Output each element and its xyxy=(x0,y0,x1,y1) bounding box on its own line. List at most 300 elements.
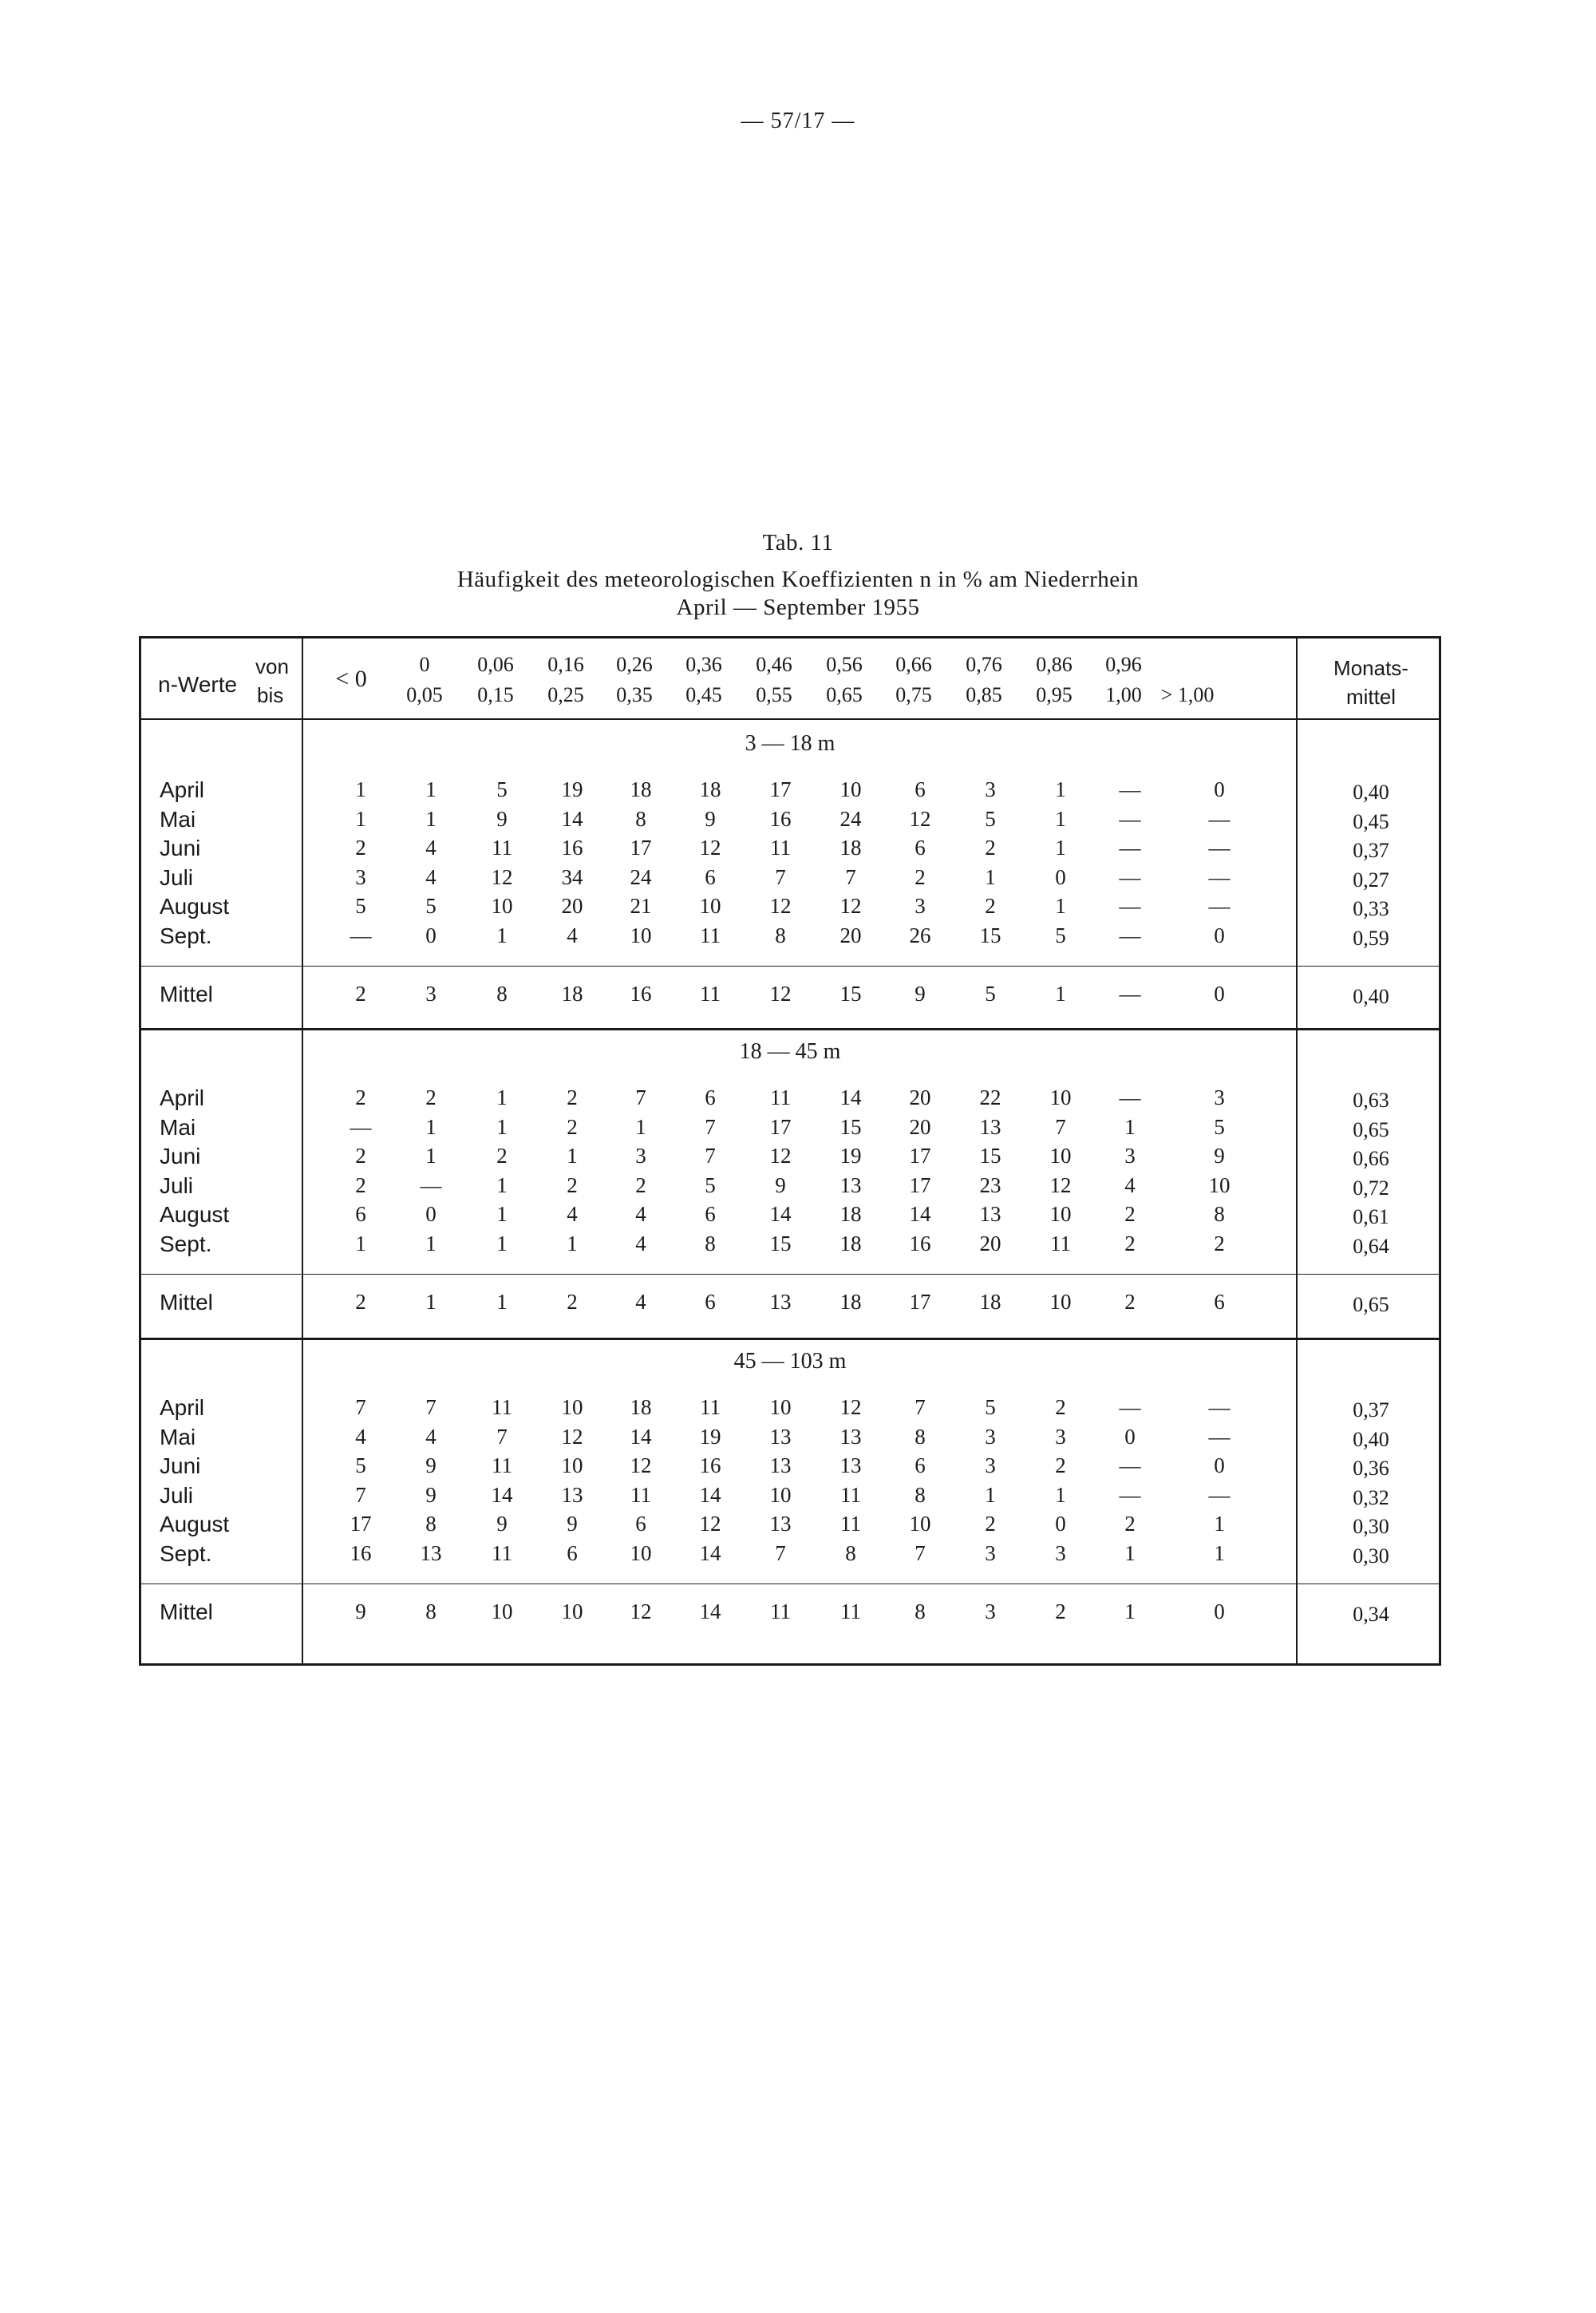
monatsmittel-value: 0,40 xyxy=(1353,1427,1389,1451)
mittel-divider xyxy=(139,1274,1441,1275)
table-cell: 11 xyxy=(492,1541,512,1565)
table-cell: 16 xyxy=(909,1232,931,1255)
table-cell: 3 xyxy=(985,1541,996,1565)
table-cell: 9 xyxy=(775,1172,786,1197)
table-cell: 12 xyxy=(699,836,721,860)
table-cell: 24 xyxy=(630,864,652,889)
column-separator-left xyxy=(302,1338,303,1663)
table-cell: 20 xyxy=(909,1114,931,1139)
table-cell: 3 xyxy=(1124,1144,1136,1168)
table-cell: 12 xyxy=(839,1395,862,1419)
table-caption-subtitle: April — September 1955 xyxy=(676,595,920,620)
header-von-value: 0,16 xyxy=(547,653,584,676)
table-cell: 0 xyxy=(1214,777,1225,801)
table-cell: 1 xyxy=(496,1114,508,1139)
table-cell: 0 xyxy=(425,923,437,947)
table-cell: — xyxy=(1208,864,1231,889)
table-cell: 18 xyxy=(630,777,652,801)
table-cell: 34 xyxy=(561,864,583,889)
table-cell: 10 xyxy=(630,1541,652,1565)
table-cell: 5 xyxy=(355,1453,366,1478)
mittel-cell: 10 xyxy=(561,1599,583,1623)
table-cell: 6 xyxy=(705,864,716,889)
table-cell: 1 xyxy=(1214,1512,1225,1536)
table-cell: 0 xyxy=(1214,1453,1225,1478)
mittel-cell: 18 xyxy=(839,1290,862,1314)
mittel-cell: 11 xyxy=(840,1599,861,1623)
table-cell: 1 xyxy=(496,1232,508,1255)
table-cell: 16 xyxy=(699,1453,721,1478)
table-cell: — xyxy=(1119,1482,1141,1507)
table-cell: 1 xyxy=(1055,894,1066,919)
mittel-monatsmittel: 0,65 xyxy=(1353,1293,1389,1316)
row-label: Juli xyxy=(160,1482,194,1508)
monatsmittel-value: 0,36 xyxy=(1353,1457,1389,1481)
table-cell: 17 xyxy=(350,1512,372,1536)
table-cell: 17 xyxy=(630,836,652,860)
row-label: Juli xyxy=(160,864,194,890)
table-cell: 10 xyxy=(769,1395,792,1419)
mittel-cell: 0 xyxy=(1214,982,1225,1006)
table-cell: 5 xyxy=(355,894,366,919)
row-label: April xyxy=(160,777,205,802)
mittel-cell: 1 xyxy=(1124,1599,1136,1623)
table-cell: 0 xyxy=(1124,1424,1136,1449)
table-cell: 16 xyxy=(350,1541,372,1565)
table-cell: — xyxy=(350,1114,372,1139)
table-cell: 20 xyxy=(839,923,862,947)
header-bis-value: 0,65 xyxy=(826,683,863,706)
table-cell: 6 xyxy=(567,1541,578,1565)
row-label: August xyxy=(160,1202,230,1228)
mittel-cell: 12 xyxy=(630,1599,652,1623)
mittel-cell: — xyxy=(1119,982,1141,1006)
header-bis-value: 0,75 xyxy=(895,683,932,706)
table-cell: 7 xyxy=(915,1395,926,1419)
table-cell: 2 xyxy=(355,1085,366,1109)
header-bis-value: 0,85 xyxy=(966,683,1002,706)
table-cell: 0 xyxy=(1055,1512,1066,1536)
header-von-value: 0,36 xyxy=(685,653,722,676)
header-von-value: 0,86 xyxy=(1036,653,1073,676)
table-cell: 8 xyxy=(705,1232,716,1255)
mittel-cell: 2 xyxy=(355,1290,366,1314)
mittel-cell: 16 xyxy=(630,982,652,1006)
table-cell: 3 xyxy=(1055,1541,1066,1565)
table-cell: 2 xyxy=(1124,1512,1136,1536)
monatsmittel-value: 0,59 xyxy=(1353,927,1389,950)
table-cell: 2 xyxy=(1055,1395,1066,1419)
table-cell: 1 xyxy=(425,1114,437,1139)
table-cell: 2 xyxy=(355,836,366,860)
table-cell: — xyxy=(1119,864,1141,889)
table-cell: 14 xyxy=(491,1482,513,1507)
table-cell: 11 xyxy=(700,1395,721,1419)
table-cell: 19 xyxy=(561,777,583,801)
table-cell: 21 xyxy=(630,894,652,919)
row-label: Mai xyxy=(160,806,196,832)
table-cell: 8 xyxy=(915,1424,926,1449)
header-less-than-zero: < 0 xyxy=(335,666,367,692)
table-cell: 15 xyxy=(769,1232,792,1255)
table-cell: — xyxy=(1208,806,1231,831)
table-cell: 12 xyxy=(1049,1172,1072,1197)
table-cell: 10 xyxy=(491,894,513,919)
table-cell: 10 xyxy=(1049,1144,1072,1168)
header-bis-value: 0,35 xyxy=(616,683,653,706)
monatsmittel-value: 0,65 xyxy=(1353,1117,1389,1141)
table-cell: 1 xyxy=(425,777,437,801)
table-cell: 6 xyxy=(635,1512,646,1536)
table-cell: 9 xyxy=(496,1512,508,1536)
table-cell: 9 xyxy=(496,806,508,831)
table-cell: 3 xyxy=(355,864,366,889)
table-cell: 7 xyxy=(775,864,786,889)
header-bis-value: 0,45 xyxy=(685,683,722,706)
mittel-cell: 3 xyxy=(425,982,437,1006)
table-cell: — xyxy=(1208,894,1231,919)
table-cell: — xyxy=(1119,1395,1141,1419)
header-bis-value: 0,15 xyxy=(477,683,514,706)
table-cell: 2 xyxy=(567,1114,578,1139)
table-cell: 8 xyxy=(635,806,646,831)
mittel-cell: 3 xyxy=(985,1599,996,1623)
monatsmittel-value: 0,37 xyxy=(1353,839,1389,863)
table-cell: 11 xyxy=(700,923,721,947)
table-cell: 14 xyxy=(769,1202,792,1227)
table-cell: 8 xyxy=(1214,1202,1225,1227)
table-cell: 5 xyxy=(705,1172,716,1197)
table-cell: 1 xyxy=(567,1144,578,1168)
table-cell: 23 xyxy=(979,1172,1001,1197)
mittel-monatsmittel: 0,34 xyxy=(1353,1603,1389,1626)
table-cell: 6 xyxy=(915,777,926,801)
row-label: Juni xyxy=(160,1453,201,1479)
mittel-cell: 8 xyxy=(425,1599,437,1623)
mittel-cell: 0 xyxy=(1214,1599,1225,1623)
header-von-value: 0,96 xyxy=(1105,653,1142,676)
table-cell: 24 xyxy=(839,806,862,831)
header-von-value: 0,46 xyxy=(756,653,792,676)
row-label: Juli xyxy=(160,1172,194,1198)
table-cell: 4 xyxy=(425,1424,437,1449)
mittel-cell: 15 xyxy=(839,982,862,1006)
table-cell: 5 xyxy=(1055,923,1066,947)
row-label: Sept. xyxy=(160,1232,212,1256)
column-separator-right xyxy=(1296,1028,1298,1338)
section-title: 45 — 103 m xyxy=(733,1349,847,1374)
table-cell: 7 xyxy=(915,1541,926,1565)
table-cell: 18 xyxy=(839,836,862,860)
table-cell: — xyxy=(1119,777,1141,801)
table-cell: 20 xyxy=(979,1232,1001,1255)
table-cell: 14 xyxy=(699,1482,721,1507)
table-cell: 7 xyxy=(1055,1114,1066,1139)
header-von-value: 0,76 xyxy=(966,653,1002,676)
table-cell: 1 xyxy=(425,1232,437,1255)
table-cell: 2 xyxy=(355,1144,366,1168)
table-cell: 18 xyxy=(699,777,721,801)
table-cell: 1 xyxy=(567,1232,578,1255)
table-cell: 1 xyxy=(496,923,508,947)
table-cell: 7 xyxy=(635,1085,646,1109)
header-von-value: 0 xyxy=(419,653,430,676)
monatsmittel-value: 0,32 xyxy=(1353,1485,1389,1509)
table-cell: 1 xyxy=(496,1172,508,1197)
table-cell: 5 xyxy=(425,894,437,919)
monatsmittel-value: 0,33 xyxy=(1353,897,1389,921)
column-separator-right xyxy=(1296,1338,1298,1663)
table-cell: 3 xyxy=(1214,1085,1225,1109)
table-cell: 4 xyxy=(635,1232,646,1255)
table-cell: 4 xyxy=(425,836,437,860)
mittel-cell: 6 xyxy=(1214,1290,1225,1314)
header-von-value: 0,06 xyxy=(477,653,514,676)
table-cell: 13 xyxy=(979,1202,1001,1227)
monatsmittel-value: 0,45 xyxy=(1353,809,1389,833)
table-cell: 11 xyxy=(840,1482,861,1507)
table-cell: 6 xyxy=(915,1453,926,1478)
table-cell: 5 xyxy=(985,1395,996,1419)
table-cell: 2 xyxy=(425,1085,437,1109)
table-cell: 11 xyxy=(492,1453,512,1478)
table-cell: 11 xyxy=(840,1512,861,1536)
table-cell: 2 xyxy=(985,894,996,919)
table-cell: 13 xyxy=(420,1541,442,1565)
monatsmittel-value: 0,61 xyxy=(1353,1205,1389,1229)
table-cell: 0 xyxy=(425,1202,437,1227)
table-cell: 13 xyxy=(839,1424,862,1449)
row-label: April xyxy=(160,1395,205,1420)
table-cell: 16 xyxy=(769,806,792,831)
row-label: April xyxy=(160,1085,205,1110)
table-cell: 4 xyxy=(1124,1172,1136,1197)
row-label: Mai xyxy=(160,1424,196,1449)
table-cell: 3 xyxy=(635,1144,646,1168)
mittel-cell: 2 xyxy=(1124,1290,1136,1314)
section-title: 18 — 45 m xyxy=(739,1039,841,1064)
table-cell: 10 xyxy=(699,894,721,919)
table-cell: 5 xyxy=(1214,1114,1225,1139)
column-separator-left xyxy=(302,720,303,1028)
table-cell: 13 xyxy=(979,1114,1001,1139)
table-cell: 7 xyxy=(496,1424,508,1449)
table-cell: 14 xyxy=(561,806,583,831)
table-cell: 2 xyxy=(985,836,996,860)
table-cell: 2 xyxy=(1124,1232,1136,1255)
table-cell: 1 xyxy=(355,806,366,831)
table-cell: 16 xyxy=(561,836,583,860)
mittel-label: Mittel xyxy=(160,1599,213,1624)
table-cell: 2 xyxy=(915,864,926,889)
table-cell: 4 xyxy=(355,1424,366,1449)
table-cell: 10 xyxy=(630,923,652,947)
table-cell: 2 xyxy=(1214,1232,1225,1255)
table-cell: 3 xyxy=(915,894,926,919)
table-cell: 8 xyxy=(845,1541,856,1565)
table-cell: 4 xyxy=(635,1202,646,1227)
table-cell: 1 xyxy=(1214,1541,1225,1565)
table-cell: 19 xyxy=(699,1424,721,1449)
table-cell: 4 xyxy=(567,1202,578,1227)
table-cell: 5 xyxy=(496,777,508,801)
table-cell: 14 xyxy=(630,1424,652,1449)
mittel-cell: 11 xyxy=(700,982,721,1006)
table-cell: 1 xyxy=(355,1232,366,1255)
column-separator-left xyxy=(302,636,303,720)
mittel-cell: 9 xyxy=(355,1599,366,1623)
mittel-cell: 8 xyxy=(915,1599,926,1623)
section-title: 3 — 18 m xyxy=(745,731,836,756)
monatsmittel-value: 0,30 xyxy=(1353,1544,1389,1568)
monatsmittel-value: 0,66 xyxy=(1353,1147,1389,1171)
table-cell: 12 xyxy=(630,1453,652,1478)
row-label: Mai xyxy=(160,1114,196,1140)
table-cell: 14 xyxy=(699,1541,721,1565)
table-cell: 1 xyxy=(985,864,996,889)
table-cell: 10 xyxy=(561,1395,583,1419)
header-monatsmittel-2: mittel xyxy=(1345,685,1396,709)
page-number: — 57/17 — xyxy=(741,109,855,133)
table-cell: 13 xyxy=(839,1453,862,1478)
table-cell: 0 xyxy=(1055,864,1066,889)
header-bis-value: 0,05 xyxy=(406,683,443,706)
mittel-cell: 18 xyxy=(561,982,583,1006)
table-cell: 6 xyxy=(355,1202,366,1227)
table-cell: 10 xyxy=(1049,1085,1072,1109)
table-cell: 17 xyxy=(909,1172,931,1197)
table-cell: 15 xyxy=(839,1114,862,1139)
table-cell: 8 xyxy=(915,1482,926,1507)
table-cell: 6 xyxy=(915,836,926,860)
table-cell: 7 xyxy=(845,864,856,889)
column-separator-right xyxy=(1296,720,1298,1028)
table-cell: 1 xyxy=(1055,777,1066,801)
table-cell: — xyxy=(1119,894,1141,919)
header-bis-value: 1,00 xyxy=(1105,683,1142,706)
table-cell: 20 xyxy=(909,1085,931,1109)
row-label: Sept. xyxy=(160,923,212,948)
mittel-cell: 17 xyxy=(909,1290,931,1314)
mittel-cell: 10 xyxy=(491,1599,513,1623)
mittel-cell: 2 xyxy=(1055,1599,1066,1623)
mittel-monatsmittel: 0,40 xyxy=(1353,985,1389,1008)
table-cell: 7 xyxy=(425,1395,437,1419)
table-cell: 9 xyxy=(1214,1144,1225,1168)
mittel-cell: 9 xyxy=(915,982,926,1006)
table-cell: — xyxy=(1119,1453,1141,1478)
table-cell: 1 xyxy=(425,1144,437,1168)
table-cell: 13 xyxy=(561,1482,583,1507)
table-cell: 22 xyxy=(979,1085,1001,1109)
table-cell: — xyxy=(1208,1482,1231,1507)
table-cell: 18 xyxy=(839,1202,862,1227)
row-label: Juni xyxy=(160,1144,201,1169)
section-divider xyxy=(139,1338,1441,1340)
header-bis: bis xyxy=(257,683,284,707)
table-cell: 11 xyxy=(1050,1232,1071,1255)
table-cell: 4 xyxy=(567,923,578,947)
table-cell: 1 xyxy=(1055,1482,1066,1507)
table-cell: — xyxy=(1119,923,1141,947)
table-cell: — xyxy=(1208,836,1231,860)
table-cell: 0 xyxy=(1214,923,1225,947)
table-cell: 3 xyxy=(985,1424,996,1449)
table-cell: 12 xyxy=(491,864,513,889)
section-divider xyxy=(139,1028,1441,1030)
table-cell: 10 xyxy=(561,1453,583,1478)
table-cell: 12 xyxy=(769,1144,792,1168)
table-cell: 13 xyxy=(769,1512,792,1536)
header-divider xyxy=(139,718,1441,720)
table-caption-number: Tab. 11 xyxy=(762,530,834,556)
table-cell: 18 xyxy=(839,1232,862,1255)
header-bis-value: 0,55 xyxy=(756,683,792,706)
mittel-cell: 8 xyxy=(496,982,508,1006)
row-label: August xyxy=(160,894,230,919)
header-bis-value: 0,95 xyxy=(1036,683,1073,706)
table-cell: 17 xyxy=(769,777,792,801)
table-cell: — xyxy=(1119,806,1141,831)
table-cell: 2 xyxy=(496,1144,508,1168)
table-cell: 1 xyxy=(1124,1541,1136,1565)
table-cell: 9 xyxy=(705,806,716,831)
table-cell: 1 xyxy=(1055,806,1066,831)
mittel-cell: 1 xyxy=(496,1290,508,1314)
monatsmittel-value: 0,30 xyxy=(1353,1515,1389,1539)
header-von-value: 0,56 xyxy=(826,653,863,676)
table-cell: 11 xyxy=(492,836,512,860)
table-cell: 2 xyxy=(985,1512,996,1536)
table-cell: — xyxy=(1208,1395,1231,1419)
table-cell: 2 xyxy=(1124,1202,1136,1227)
monatsmittel-value: 0,63 xyxy=(1353,1089,1389,1112)
table-cell: 10 xyxy=(1208,1172,1231,1197)
table-cell: 2 xyxy=(567,1085,578,1109)
table-cell: 7 xyxy=(705,1144,716,1168)
header-von-value: 0,66 xyxy=(895,653,932,676)
table-cell: 10 xyxy=(769,1482,792,1507)
monatsmittel-value: 0,37 xyxy=(1353,1398,1389,1421)
table-cell: 12 xyxy=(839,894,862,919)
table-cell: 12 xyxy=(909,806,931,831)
table-cell: 1 xyxy=(1124,1114,1136,1139)
table-cell: 9 xyxy=(567,1512,578,1536)
table-cell: 7 xyxy=(355,1482,366,1507)
table-cell: 4 xyxy=(425,864,437,889)
table-cell: 8 xyxy=(775,923,786,947)
mittel-cell: 18 xyxy=(979,1290,1001,1314)
table-cell: 20 xyxy=(561,894,583,919)
table-cell: — xyxy=(350,923,372,947)
table-cell: 17 xyxy=(909,1144,931,1168)
header-n-werte: n-Werte xyxy=(158,672,238,697)
mittel-label: Mittel xyxy=(160,1290,213,1315)
table-cell: 10 xyxy=(839,777,862,801)
table-cell: 15 xyxy=(979,1144,1001,1168)
table-cell: 2 xyxy=(1055,1453,1066,1478)
mittel-cell: 1 xyxy=(1055,982,1066,1006)
column-separator-right xyxy=(1296,636,1298,720)
table-cell: 14 xyxy=(839,1085,862,1109)
table-cell: 1 xyxy=(635,1114,646,1139)
table-cell: 1 xyxy=(355,777,366,801)
table-cell: 2 xyxy=(635,1172,646,1197)
monatsmittel-value: 0,72 xyxy=(1353,1176,1389,1200)
table-cell: — xyxy=(1119,1085,1141,1109)
row-label: August xyxy=(160,1512,230,1537)
table-cell: 8 xyxy=(425,1512,437,1536)
